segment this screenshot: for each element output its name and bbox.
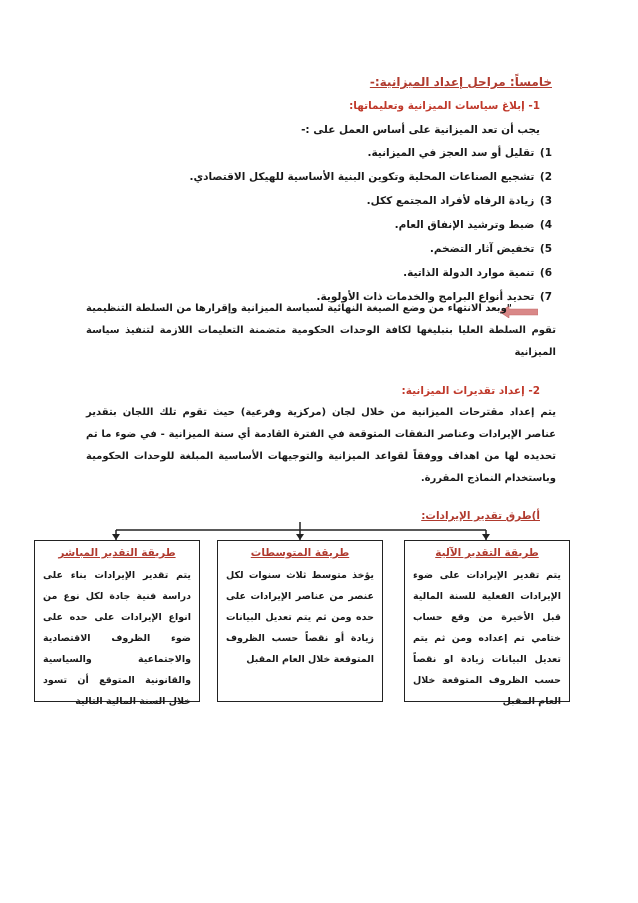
list-item: 3) زيادة الرفاه لأفراد المجتمع ككل. (366, 195, 552, 207)
section-title: خامساً: مراحل إعداد الميزانية:- (369, 75, 552, 89)
intro-line: يجب أن تعد الميزانية على أساس العمل على :- (301, 124, 540, 136)
method-body: يؤخذ متوسط ثلاث سنوات لكل عنصر من عناصر الإيرادات على حده ومن ثم يتم تعديل البيانات زيادة أو نقصاً حسب الظروف المتوقعة خلال العام المقبل (226, 570, 374, 665)
method-body: يتم تقدير الإيرادات على ضوء الإيرادات الفعلية للسنة المالية قبل الأخيرة من وقع حساب ختامي تم إعداده ومن ثم يتم تعديل البيانات زيادة او نقصاً حسب الظروف المتوقعة خلال العام المقبل (413, 570, 561, 707)
after-policy-paragraph: "وبعد الانتهاء من وضع الصيغة النهائية لسياسة الميزانية وإقرارها من السلطة التنظيمية تقوم السلطة العليا بتبليغها لكافة الوحدات الحكومية متضمنة التعليمات اللازمة لتنفيذ سياسة الميزانية (86, 303, 556, 358)
step1-title: 1- إبلاغ سياسات الميزانية وتعليماتها: (349, 100, 540, 112)
method-box-direct (34, 540, 200, 707)
method-box-averages (217, 540, 383, 702)
method-box-automatic (404, 540, 570, 707)
step2-title: 2- إعداد تقديرات الميزانية: (401, 385, 540, 397)
list-item: 6) تنمية موارد الدولة الذاتية. (403, 267, 552, 279)
step2-paragraph: يتم إعداد مقترحات الميزانية من خلال لجان (مركزية وفرعية) حيث تقوم تلك اللجان بتقدير عناصر الإيرادات وعناصر النفقات المتوقعة في الفترة القادمة أي سنة الميزانية - في ضوء ما تم تحديده لها من اهداف ووفقاً لقواعد الميزانية والتوجيهات الأساسية المبلغة للوحدات الحكومية وباستخدام النماذج المقررة. (86, 407, 556, 484)
list-item: 4) ضبط وترشيد الإنفاق العام. (394, 219, 552, 231)
method-title: طريقة المتوسطات (250, 547, 350, 559)
list-item: 2) تشجيع الصناعات المحلية وتكوين البنية الأساسية للهيكل الاقتصادي. (189, 171, 552, 183)
method-title: طريقة التقدير الآلية (435, 547, 539, 559)
method-title: طريقة التقدير المباشر (58, 547, 176, 559)
methods-title: أ)طرق تقدير الإيرادات: (421, 510, 540, 522)
method-body: يتم تقدير الإيرادات بناء على دراسة فنية جادة لكل نوع من انواع الإيرادات على حده على ضوء الظروف الاقتصادية والاجتماعية والسياسية والقانونية المتوقع أن تسود خلال السنة المالية التالية (43, 570, 191, 707)
list-item: 5) تخفيض آثار التضخم. (429, 243, 552, 255)
list-item: 1) تقليل أو سد العجز في الميزانية. (367, 147, 552, 159)
list-item: 7) تحديد أنواع البرامج والخدمات ذات الأولوية. (316, 291, 552, 303)
